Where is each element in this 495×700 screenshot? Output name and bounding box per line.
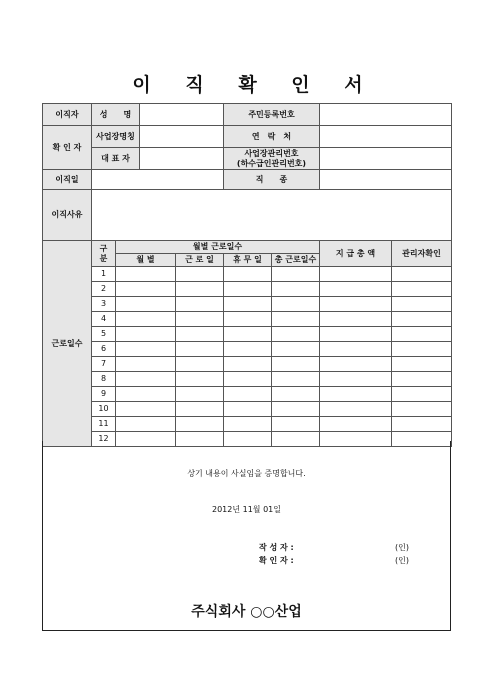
total-days-cell[interactable]	[272, 297, 320, 312]
row-number: 2	[92, 282, 116, 297]
business-name-label: 사업장명칭	[92, 126, 140, 148]
row-number: 6	[92, 342, 116, 357]
manager-confirm-cell[interactable]	[392, 312, 452, 327]
table-row	[43, 312, 452, 327]
resident-no-field[interactable]	[320, 104, 452, 126]
leave-date-label: 이직일	[43, 170, 92, 190]
row-header-1	[43, 241, 452, 254]
table-row	[43, 267, 452, 282]
name-field[interactable]	[140, 104, 224, 126]
row-reason	[43, 190, 452, 241]
total-payment-cell[interactable]	[320, 297, 392, 312]
month-cell[interactable]	[116, 417, 176, 432]
table-row	[43, 402, 452, 417]
row-number: 9	[92, 387, 116, 402]
month-cell[interactable]	[116, 357, 176, 372]
manager-confirm-cell[interactable]	[392, 402, 452, 417]
total-payment-cell[interactable]	[320, 387, 392, 402]
holidays-cell[interactable]	[224, 357, 272, 372]
row-number: 3	[92, 297, 116, 312]
table-row	[43, 282, 452, 297]
manager-confirm-cell[interactable]	[392, 327, 452, 342]
manager-confirm-cell[interactable]	[392, 297, 452, 312]
working-days-cell[interactable]	[176, 282, 224, 297]
holidays-cell[interactable]	[224, 372, 272, 387]
month-cell[interactable]	[116, 282, 176, 297]
writer-label: 작 성 자 :	[259, 543, 294, 552]
month-label: 월 별	[116, 254, 176, 267]
employee-label: 이직자	[43, 104, 92, 126]
total-payment-cell[interactable]	[320, 267, 392, 282]
total-payment-cell[interactable]	[320, 417, 392, 432]
total-days-cell[interactable]	[272, 372, 320, 387]
holidays-cell[interactable]	[224, 282, 272, 297]
total-days-cell[interactable]	[272, 312, 320, 327]
month-cell[interactable]	[116, 297, 176, 312]
row-number: 12	[92, 432, 116, 447]
total-payment-cell[interactable]	[320, 312, 392, 327]
holidays-cell[interactable]	[224, 327, 272, 342]
manager-confirm-cell[interactable]	[392, 387, 452, 402]
contact-field[interactable]	[320, 126, 452, 148]
total-payment-cell[interactable]	[320, 342, 392, 357]
manager-confirm-cell[interactable]	[392, 357, 452, 372]
table-row	[43, 342, 452, 357]
row-number: 5	[92, 327, 116, 342]
table-row	[43, 327, 452, 342]
working-days-cell[interactable]	[176, 357, 224, 372]
name-label: 성 명	[92, 104, 140, 126]
month-cell[interactable]	[116, 372, 176, 387]
month-cell[interactable]	[116, 402, 176, 417]
month-cell[interactable]	[116, 327, 176, 342]
total-payment-label: 지 급 총 액	[320, 241, 392, 267]
holidays-cell[interactable]	[224, 402, 272, 417]
total-days-label: 총 근로일수	[272, 254, 320, 267]
business-no-label-line2: (하수급인관리번호)	[236, 158, 307, 168]
reason-field[interactable]	[92, 190, 452, 241]
certification-section	[42, 441, 451, 631]
manager-confirm-cell[interactable]	[392, 267, 452, 282]
month-cell[interactable]	[116, 387, 176, 402]
representative-label: 대 표 자	[92, 148, 140, 170]
confirmer-seal: (인)	[395, 556, 409, 565]
manager-confirm-cell[interactable]	[392, 372, 452, 387]
total-payment-cell[interactable]	[320, 282, 392, 297]
contact-label: 연 락 처	[224, 126, 320, 148]
total-payment-cell[interactable]	[320, 357, 392, 372]
confirmer-label: 확 인 자	[43, 126, 92, 170]
resident-no-label: 주민등록번호	[224, 104, 320, 126]
working-days-cell[interactable]	[176, 312, 224, 327]
working-days-label: 근 로 일	[176, 254, 224, 267]
row-number: 4	[92, 312, 116, 327]
total-payment-cell[interactable]	[320, 372, 392, 387]
total-days-cell[interactable]	[272, 282, 320, 297]
working-days-cell[interactable]	[176, 417, 224, 432]
work-days-label: 근로일수	[43, 241, 92, 447]
job-type-field[interactable]	[320, 170, 452, 190]
row-number: 11	[92, 417, 116, 432]
holidays-cell[interactable]	[224, 342, 272, 357]
row-representative	[43, 148, 452, 170]
writer-seal: (인)	[395, 543, 409, 552]
row-number: 7	[92, 357, 116, 372]
row-employee	[43, 104, 452, 126]
business-no-label-line1: 사업장관리번호	[244, 149, 299, 159]
table-row	[43, 297, 452, 312]
division-label	[92, 241, 116, 267]
certification-date: 2012년 11월 01일	[212, 505, 281, 514]
holidays-label: 휴 무 일	[224, 254, 272, 267]
working-days-cell[interactable]	[176, 267, 224, 282]
table-row	[43, 387, 452, 402]
certification-statement: 상기 내용이 사실임을 증명합니다.	[187, 469, 306, 478]
working-days-cell[interactable]	[176, 297, 224, 312]
working-days-cell[interactable]	[176, 342, 224, 357]
business-name-field[interactable]	[140, 126, 224, 148]
month-cell[interactable]	[116, 312, 176, 327]
holidays-cell[interactable]	[224, 387, 272, 402]
holidays-cell[interactable]	[224, 267, 272, 282]
row-business-name	[43, 126, 452, 148]
table-row	[43, 357, 452, 372]
confirmer-sign-label: 확 인 자 :	[259, 556, 294, 565]
total-days-cell[interactable]	[272, 267, 320, 282]
working-days-cell[interactable]	[176, 372, 224, 387]
working-days-cell[interactable]	[176, 387, 224, 402]
total-payment-cell[interactable]	[320, 402, 392, 417]
resignation-form-table	[42, 103, 452, 447]
job-type-label: 직 종	[224, 170, 320, 190]
total-days-cell[interactable]	[272, 387, 320, 402]
table-row	[43, 417, 452, 432]
total-days-cell[interactable]	[272, 402, 320, 417]
division-label-1: 구	[99, 244, 108, 254]
business-no-label	[224, 148, 320, 170]
row-number: 10	[92, 402, 116, 417]
total-days-cell[interactable]	[272, 357, 320, 372]
monthly-days-label: 월별 근로일수	[116, 241, 320, 254]
month-cell[interactable]	[116, 267, 176, 282]
business-no-field[interactable]	[320, 148, 452, 170]
holidays-cell[interactable]	[224, 312, 272, 327]
working-days-cell[interactable]	[176, 402, 224, 417]
document-title: 이 직 확 인 서	[132, 74, 377, 96]
total-payment-cell[interactable]	[320, 327, 392, 342]
holidays-cell[interactable]	[224, 417, 272, 432]
working-days-cell[interactable]	[176, 327, 224, 342]
total-days-cell[interactable]	[272, 417, 320, 432]
holidays-cell[interactable]	[224, 297, 272, 312]
row-leave-date	[43, 170, 452, 190]
manager-confirm-label: 관리자확인	[392, 241, 452, 267]
representative-field[interactable]	[140, 148, 224, 170]
manager-confirm-cell[interactable]	[392, 342, 452, 357]
table-row	[43, 372, 452, 387]
total-days-cell[interactable]	[272, 327, 320, 342]
manager-confirm-cell[interactable]	[392, 282, 452, 297]
company-name: 주식회사 ○○산업	[191, 604, 302, 620]
division-label-2: 분	[99, 253, 108, 263]
reason-label: 이직사유	[43, 190, 92, 241]
month-cell[interactable]	[116, 342, 176, 357]
row-number: 8	[92, 372, 116, 387]
manager-confirm-cell[interactable]	[392, 417, 452, 432]
total-days-cell[interactable]	[272, 342, 320, 357]
leave-date-field[interactable]	[92, 170, 224, 190]
row-number: 1	[92, 267, 116, 282]
